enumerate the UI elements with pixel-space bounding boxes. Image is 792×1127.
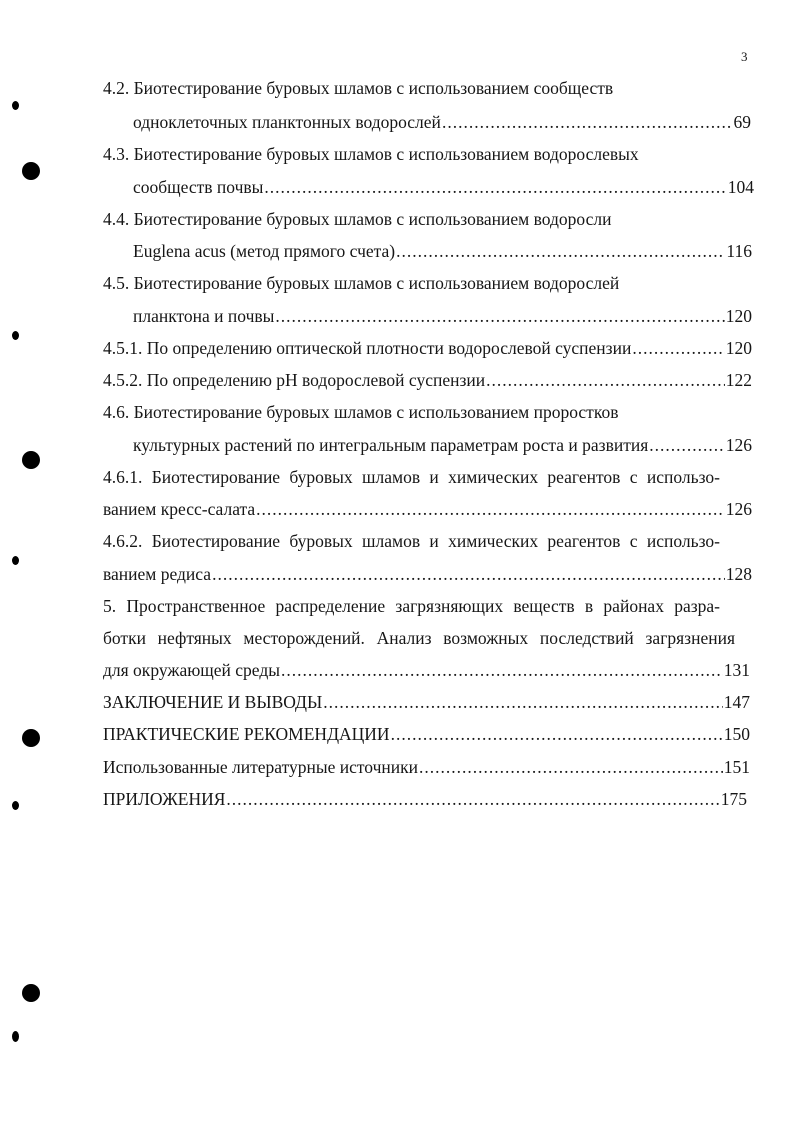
punch-hole [12,101,19,110]
toc-entry-4-6[interactable] [133,433,752,457]
toc-page-number: 151 [723,757,750,777]
punch-hole [22,162,40,180]
toc-page-number: 104 [727,177,754,197]
toc-page-number: 120 [725,306,752,326]
toc-page-number: 126 [725,435,752,455]
dot-leader [396,239,725,263]
toc-page-number: 126 [725,499,752,519]
toc-entry-title: ванием кресс-салата [103,499,256,519]
dot-leader [632,336,724,360]
dot-leader [323,690,722,714]
toc-entry-conclusion[interactable] [103,690,750,714]
toc-page-number: 147 [723,692,750,712]
toc-entry-4-5-2[interactable] [103,368,752,392]
dot-leader [442,110,733,134]
toc-entry-4-2[interactable] [133,110,751,134]
toc-entry-title: ПРИЛОЖЕНИЯ [103,789,226,809]
toc-entry-title: ЗАКЛЮЧЕНИЕ И ВЫВОДЫ [103,692,323,712]
dot-leader [391,722,723,746]
toc-entry-4-6-2[interactable] [103,562,752,586]
toc-entry-title: 4.5.2. По определению pH водорослевой суспензии [103,370,486,390]
toc-entry-4-6-2-line-1: 4.6.2. Биотестирование буровых шламов и химических реагентов с использо- [103,531,720,551]
dot-leader [419,755,723,779]
toc-entry-4-5[interactable] [133,304,752,328]
toc-entry-title: культурных растений по интегральным параметрам роста и развития [133,435,649,455]
dot-leader [226,787,719,811]
dot-leader [649,433,724,457]
toc-entry-references[interactable] [103,755,750,779]
dot-leader [275,304,724,328]
punch-hole [22,984,40,1002]
punch-hole [12,1031,19,1042]
toc-entry-title: одноклеточных планктонных водорослей [133,112,441,132]
toc-entry-recommendations[interactable] [103,722,750,746]
punch-hole [12,331,19,340]
toc-page-number: 120 [725,338,752,358]
toc-page-number: 116 [726,241,752,261]
toc-entry-4-4[interactable] [133,239,752,263]
toc-entry-5[interactable] [103,658,750,682]
punch-hole [12,801,19,810]
dot-leader [281,658,723,682]
toc-entry-4-2-line-1: 4.2. Биотестирование буровых шламов с использованием сообществ [103,78,614,98]
toc-entry-4-5-line-1: 4.5. Биотестирование буровых шламов с использованием водорослей [103,273,620,293]
toc-entry-4-6-line-1: 4.6. Биотестирование буровых шламов с использованием проростков [103,402,619,422]
toc-entry-title: Euglena acus (метод прямого счета) [133,241,396,261]
toc-entry-title: ванием редиса [103,564,212,584]
toc-page-number: 150 [723,724,750,744]
dot-leader [264,175,726,199]
punch-hole [22,729,40,747]
punch-hole [22,451,40,469]
toc-entry-4-3[interactable] [133,175,754,199]
toc-entry-5-line-1: 5. Пространственное распределение загрязняющих веществ в районах разра- [103,596,720,616]
toc-page-number: 175 [720,789,747,809]
toc-entry-5-line-2: ботки нефтяных месторождений. Анализ возможных последствий загрязнения [103,628,735,648]
toc-entry-4-4-line-1: 4.4. Биотестирование буровых шламов с использованием водоросли [103,209,612,229]
toc-page-number: 128 [725,564,752,584]
toc-entry-title: ПРАКТИЧЕСКИЕ РЕКОМЕНДАЦИИ [103,724,390,744]
dot-leader [486,368,725,392]
punch-hole [12,556,19,565]
page-number: 3 [741,49,748,64]
toc-entry-title: планктона и почвы [133,306,275,326]
toc-entry-appendices[interactable] [103,787,747,811]
toc-entry-4-3-line-1: 4.3. Биотестирование буровых шламов с использованием водорослевых [103,144,639,164]
toc-entry-title: сообществ почвы [133,177,264,197]
toc-entry-title: 4.5.1. По определению оптической плотности водорослевой суспензии [103,338,632,358]
dot-leader [212,562,725,586]
toc-page-number: 122 [725,370,752,390]
toc-page-number: 131 [723,660,750,680]
toc-entry-title: для окружающей среды [103,660,280,680]
toc-entry-4-6-1[interactable] [103,497,752,521]
dot-leader [256,497,725,521]
toc-entry-title: Использованные литературные источники [103,757,418,777]
toc-page-number: 69 [733,112,751,132]
toc-entry-4-6-1-line-1: 4.6.1. Биотестирование буровых шламов и химических реагентов с использо- [103,467,720,487]
toc-entry-4-5-1[interactable] [103,336,752,360]
